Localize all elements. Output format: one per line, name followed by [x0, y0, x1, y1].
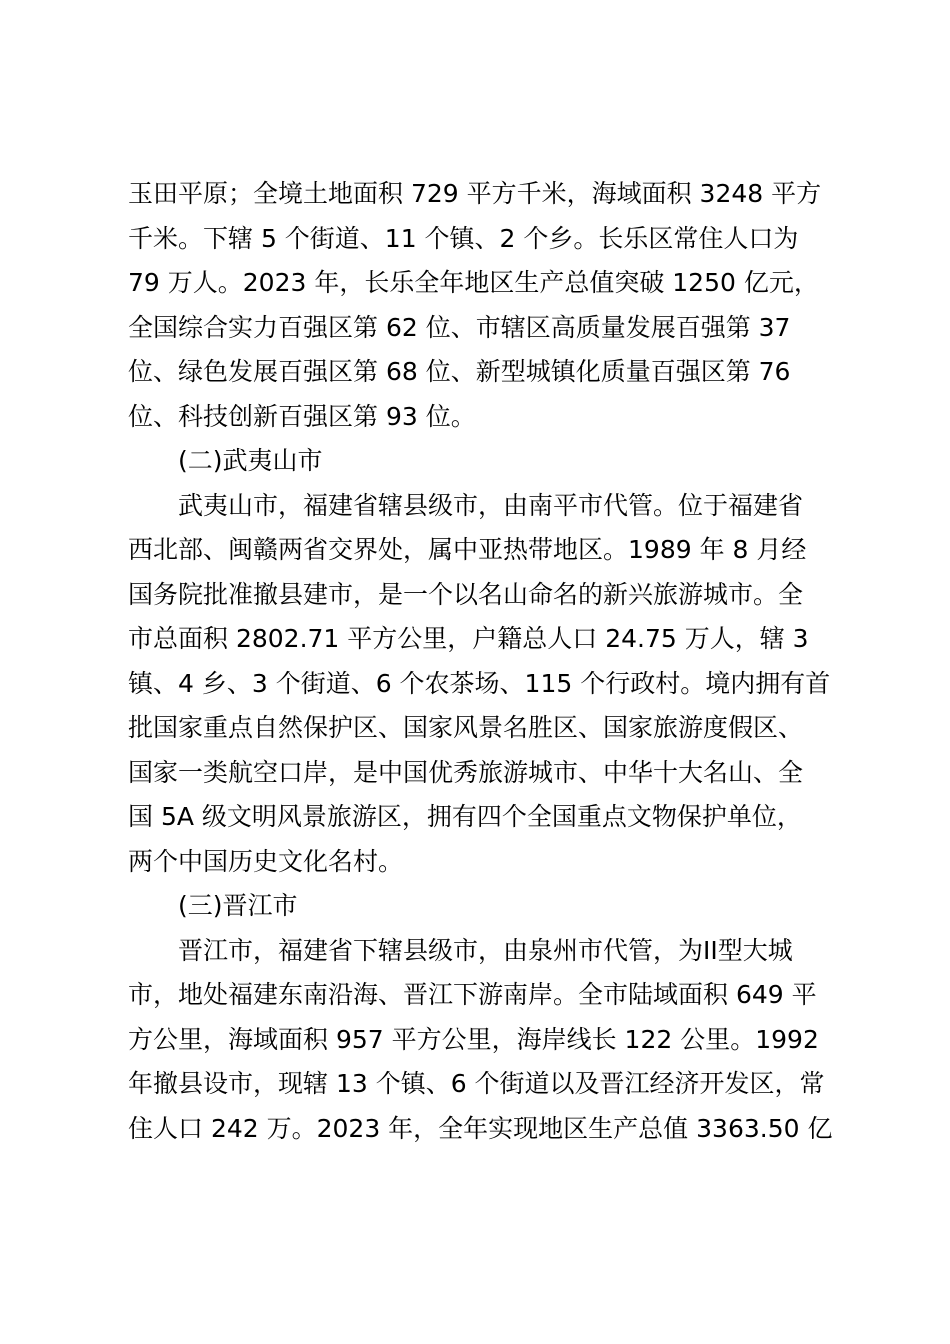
text-line: 位、绿色发展百强区第 68 位、新型城镇化质量百强区第 76 [128, 357, 791, 386]
text-line: 玉田平原；全境土地面积 729 平方千米，海域面积 3248 平方 [128, 179, 822, 208]
text-line: 年撤县设市，现辖 13 个镇、6 个街道以及晋江经济开发区，常 [128, 1069, 825, 1098]
text-line: 方公里，海域面积 957 平方公里，海岸线长 122 公里。1992 [128, 1024, 819, 1054]
text-line: 国家一类航空口岸，是中国优秀旅游城市、中华十大名山、全 [128, 757, 804, 787]
text-line: 市总面积 2802.71 平方公里，户籍总人口 24.75 万人，辖 3 [128, 624, 809, 653]
text-line: 国 5A 级文明风景旅游区，拥有四个全国重点文物保护单位， [128, 802, 802, 831]
text-line: 千米。下辖 5 个街道、11 个镇、2 个乡。长乐区常住人口为 [128, 223, 799, 253]
section-heading-jinjiang: (三)晋江市 [178, 891, 298, 920]
text-line: 79 万人。2023 年，长乐全年地区生产总值突破 1250 亿元， [128, 268, 819, 297]
text-line: 镇、4 乡、3 个街道、6 个农茶场、115 个行政村。境内拥有首 [128, 668, 831, 698]
document-body [128, 172, 838, 1151]
paragraph-first-line: 晋江市，福建省下辖县级市，由泉州市代管，为II型大城 [178, 935, 793, 965]
paragraph-first-line: 武夷山市，福建省辖县级市，由南平市代管。位于福建省 [178, 490, 804, 520]
text-line: 住人口 242 万。2023 年，全年实现地区生产总值 3363.50 亿 [128, 1113, 833, 1143]
text-line: 国务院批准撤县建市，是一个以名山命名的新兴旅游城市。全 [128, 579, 804, 609]
text-line: 西北部、闽赣两省交界处，属中亚热带地区。1989 年 8 月经 [128, 535, 807, 564]
text-line: 位、科技创新百强区第 93 位。 [128, 401, 476, 431]
text-line: 批国家重点自然保护区、国家风景名胜区、国家旅游度假区、 [128, 713, 804, 742]
text-line: 全国综合实力百强区第 62 位、市辖区高质量发展百强第 37 [128, 312, 791, 342]
section-heading-wuyishan: (二)武夷山市 [178, 446, 323, 475]
text-line: 两个中国历史文化名村。 [128, 846, 404, 876]
text-line: 市，地处福建东南沿海、晋江下游南岸。全市陆域面积 649 平 [128, 980, 817, 1009]
